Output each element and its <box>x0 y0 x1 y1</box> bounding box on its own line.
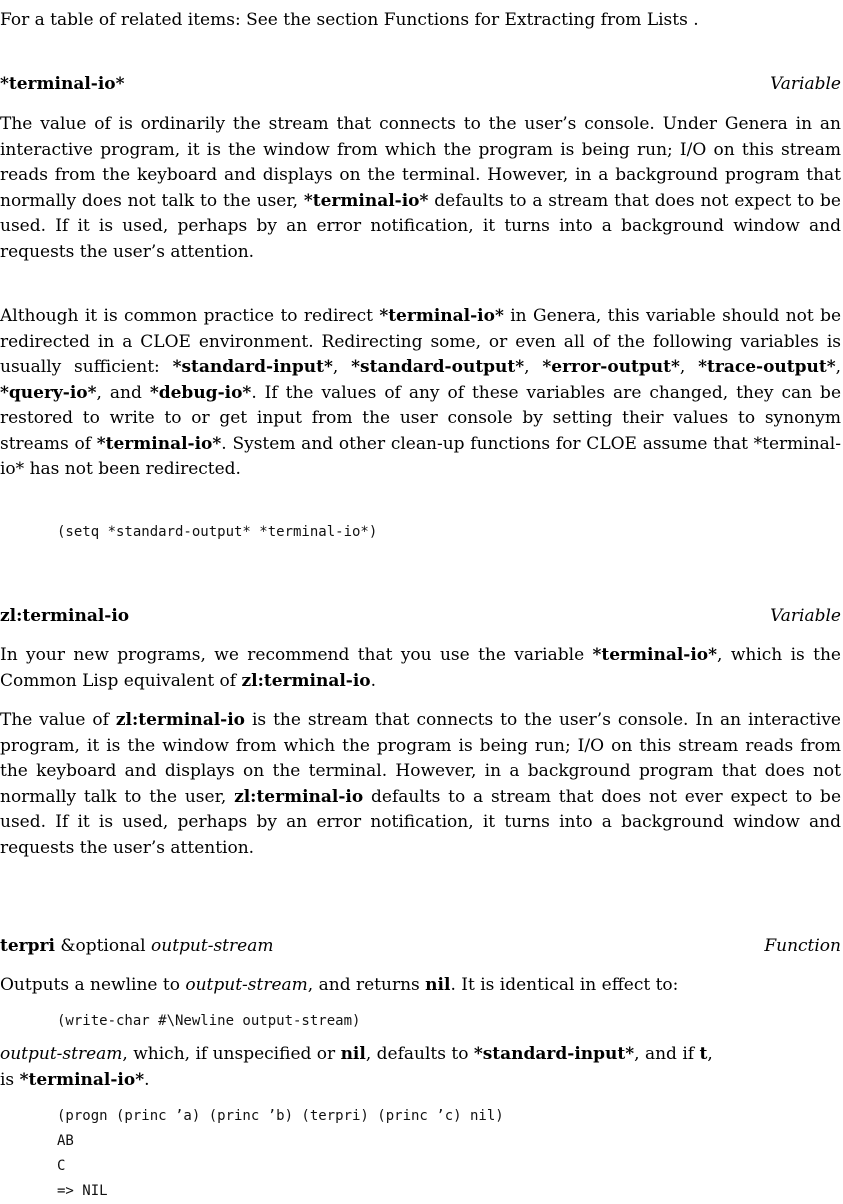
text: window and requests the user’s attention. <box>0 216 841 262</box>
trace-output-ref: *trace-output* <box>698 357 836 377</box>
terpri-name: terpri <box>0 936 55 956</box>
code-example-write-char: (write-char #\Newline output-stream) <box>57 1013 361 1029</box>
code-line: C <box>57 1158 66 1174</box>
standard-input-ref: *standard-input* <box>473 1044 635 1064</box>
terpri-heading <box>0 934 841 960</box>
error-output-ref: *error-output* <box>542 357 680 377</box>
code-line: => NIL <box>57 1183 108 1199</box>
related-items-suffix: . <box>693 10 699 30</box>
t-ref: t <box>699 1044 708 1064</box>
nil-ref: nil <box>340 1044 366 1064</box>
text: is the stream that connects to the user’s console. In an <box>251 710 742 730</box>
terpri-args-param: output-stream <box>151 936 274 956</box>
zl-terminal-io-ref: zl:terminal-io <box>115 710 246 730</box>
terpri-signature <box>0 934 273 960</box>
code-example-progn <box>0 1104 504 1204</box>
terminal-io-ref: *terminal-io* <box>96 433 222 454</box>
text: is <box>0 1069 15 1090</box>
text: , which, if unspecified or <box>122 1044 336 1064</box>
text: . <box>370 670 377 691</box>
text: The value of is ordinarily the stream that connects to the user’s console. Under Genera in an <box>0 114 841 134</box>
output-stream-ref: output-stream <box>185 975 308 995</box>
query-io-ref: *query-io* <box>0 382 97 403</box>
text: program, it is the window from which the program is being run; I/O on this stream reads from the keyboard and displays on the terminal. However, in a <box>0 139 842 185</box>
text: program that does not normally talk to the user, <box>0 761 842 807</box>
text: program, it is the window from which the program is being run; I/O on this stream reads from the keyboard and displays on the terminal. However, in a <box>0 735 841 781</box>
text: , and if <box>634 1044 695 1064</box>
text: , <box>679 357 686 377</box>
terminal-io-paragraph-1 <box>0 112 841 265</box>
terminal-io-ref: *terminal-io* <box>303 190 429 211</box>
text: The value of <box>0 710 109 730</box>
debug-io-ref: *debug-io* <box>149 382 252 403</box>
text: . System and other clean-up functions for CLOE assume that *terminal-io* has not been redirected. <box>0 433 841 479</box>
zl-terminal-io-ref: zl:terminal-io <box>234 786 364 807</box>
text: In your new programs, we recommend that you use the variable <box>0 645 585 665</box>
zl-terminal-io-paragraph-1 <box>0 643 841 694</box>
terminal-io-ref: *terminal-io* <box>19 1069 145 1090</box>
code-example-setq: (setq *standard-output* *terminal-io*) <box>57 524 378 540</box>
text: Although it is common practice to redirect <box>0 306 373 326</box>
related-items-link[interactable]: Functions for Extracting from Lists <box>383 10 688 30</box>
code-line: AB <box>57 1133 74 1149</box>
zl-terminal-io-heading <box>0 604 841 630</box>
text: defaults to a stream that does not expect to be used. If it is used, perhaps by an error notification, it turns into a <box>0 190 841 236</box>
output-stream-ref: output-stream <box>0 1044 123 1064</box>
standard-output-ref: *standard-output* <box>351 357 525 377</box>
terminal-io-name: *terminal-io* <box>0 74 125 94</box>
code-line: (progn (princ ’a) (princ ’b) (terpri) (princ ’c) nil) <box>57 1108 504 1124</box>
text: , which is the Common Lisp equivalent of <box>0 645 841 691</box>
term-interactive: interactive <box>748 710 841 730</box>
zl-terminal-io-name: zl:terminal-io <box>0 606 130 626</box>
text: . If the values of any of these variables are changed, they can be restored to write to or get input from the user console by setting their values to synonym streams of <box>0 382 842 454</box>
terpri-paragraph-1 <box>0 973 841 999</box>
terminal-io-kind: Variable <box>770 74 841 94</box>
text: , and <box>96 382 142 403</box>
related-items-line <box>0 8 699 34</box>
text: . It is identical in effect to: <box>450 975 679 995</box>
text: , <box>835 357 842 377</box>
standard-input-ref: *standard-input* <box>172 357 333 377</box>
text: , <box>524 357 530 377</box>
text: program that normally does not talk to the user, <box>0 165 841 211</box>
terminal-io-heading <box>0 72 841 98</box>
text: . <box>144 1069 150 1090</box>
text: , and returns <box>307 975 420 995</box>
text: in Genera, this variable should not be redirected in a CLOE environment. Redirecting some, or even all of the following variables is usually sufficient: <box>0 306 842 377</box>
term-background: background <box>621 216 724 236</box>
nil-ref: nil <box>425 975 451 995</box>
terpri-args-keyword: &optional <box>60 936 146 956</box>
text: , <box>332 357 339 377</box>
term-background: background <box>615 165 719 185</box>
text: , <box>707 1044 713 1064</box>
text: Outputs a newline to <box>0 975 180 995</box>
text: window and requests the user’s attention. <box>0 812 841 858</box>
terpri-paragraph-2 <box>0 1042 841 1093</box>
zl-terminal-io-ref: zl:terminal-io <box>241 670 371 691</box>
zl-terminal-io-paragraph-2 <box>0 708 841 861</box>
term-interactive: interactive <box>0 139 93 160</box>
text: defaults to a stream that does not ever expect to be used. If it is used, perhaps by an error notification, it turns into a <box>0 786 842 832</box>
zl-terminal-io-kind: Variable <box>770 606 841 626</box>
term-background: background <box>621 812 724 832</box>
terminal-io-ref: *terminal-io* <box>592 645 718 665</box>
terminal-io-paragraph-2 <box>0 304 841 483</box>
terpri-kind: Function <box>764 936 841 956</box>
text: , defaults to <box>365 1044 469 1064</box>
related-items-prefix: For a table of related items: See the section <box>0 10 379 30</box>
term-background: background <box>527 761 631 781</box>
terminal-io-ref: *terminal-io* <box>379 306 504 326</box>
